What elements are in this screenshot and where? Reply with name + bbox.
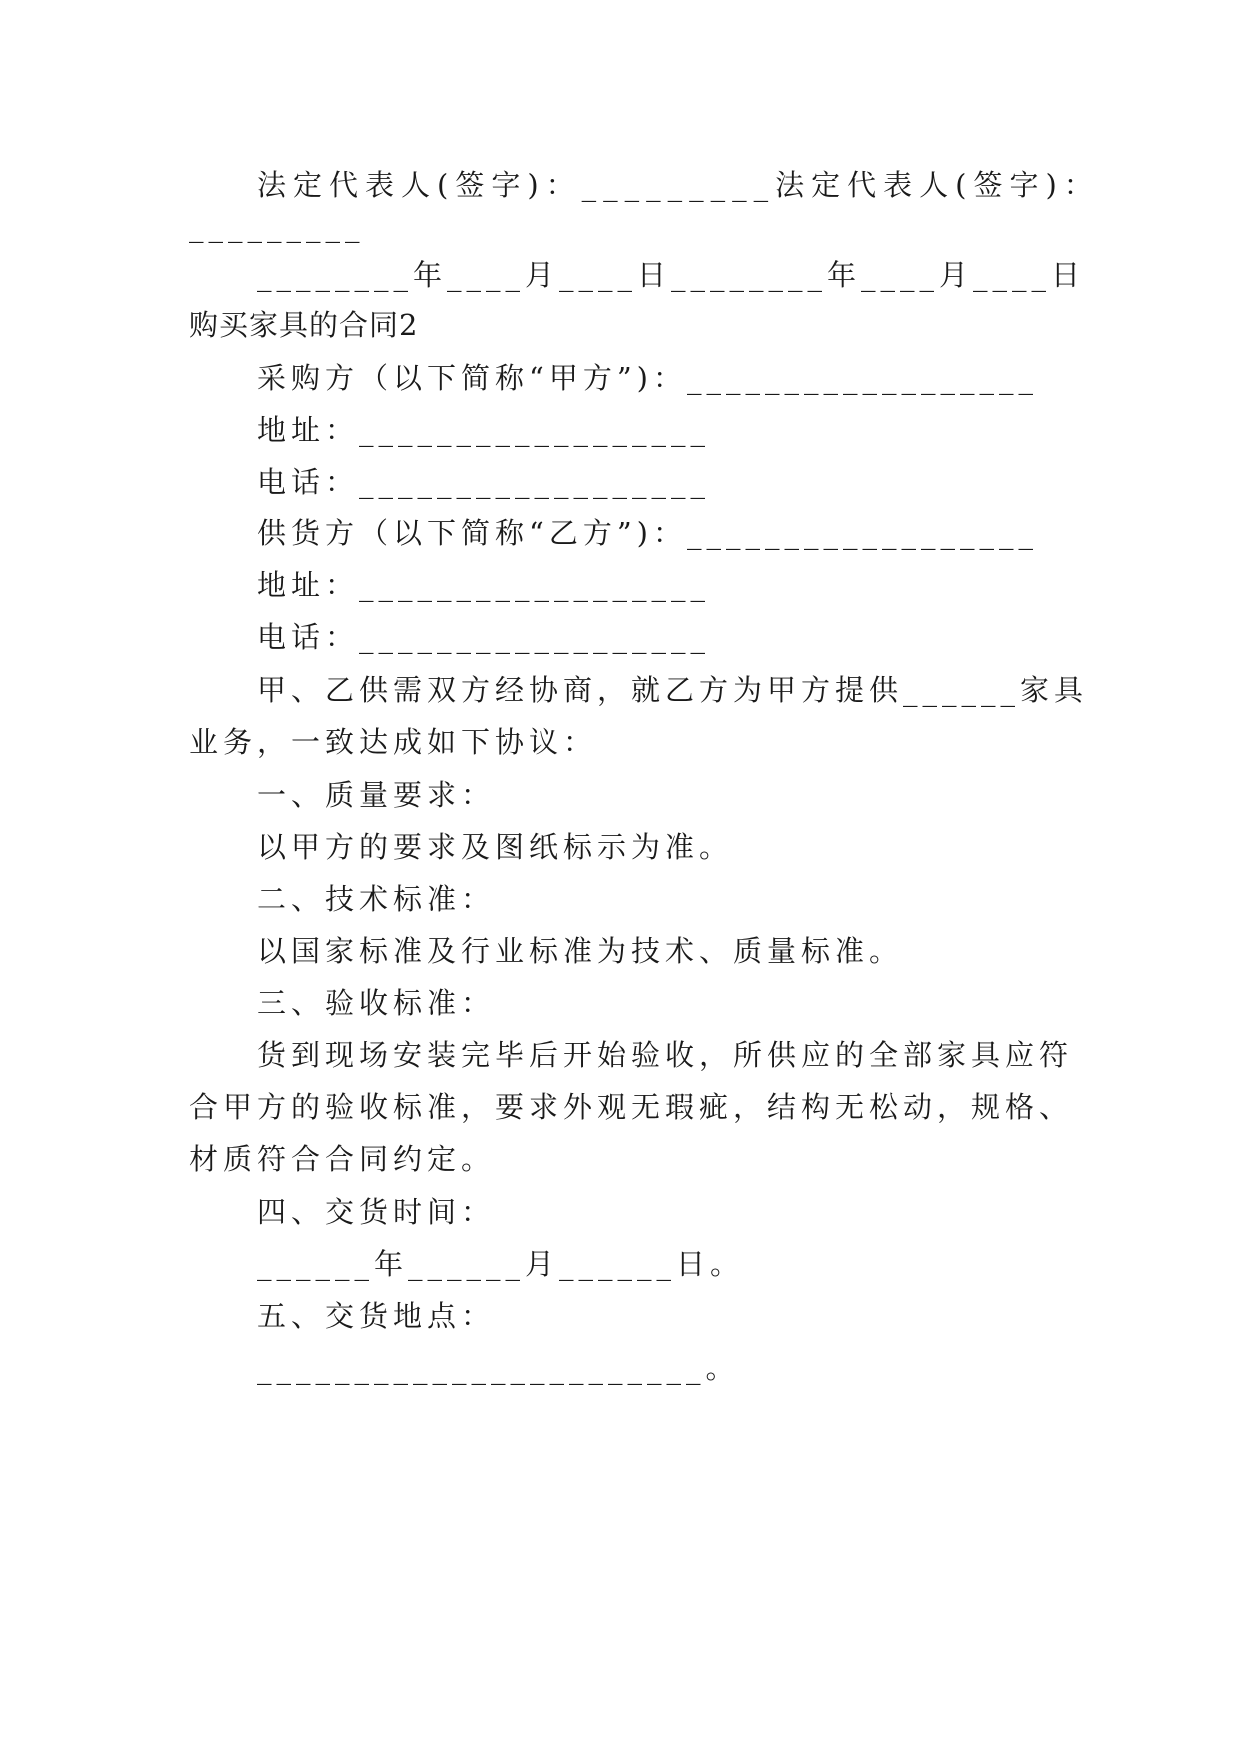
- section-heading-delivery-place: 五、交货地点：: [257, 1299, 496, 1333]
- section-heading-technical: 二、技术标准：: [257, 882, 496, 916]
- section-body-technical: 以国家标准及行业标准为技术、质量标准。: [257, 934, 904, 968]
- supplier-address: 地址：__________________: [257, 568, 711, 602]
- intro-line-1: 甲、乙供需双方经协商，就乙方为甲方提供______家具: [257, 673, 1089, 707]
- buyer-address: 地址：__________________: [257, 413, 711, 447]
- section-body-acceptance-2: 合甲方的验收标准，要求外观无瑕疵，结构无松动，规格、: [189, 1090, 1074, 1124]
- buyer-phone: 电话：__________________: [257, 465, 711, 499]
- section-body-acceptance-3: 材质符合合同约定。: [189, 1142, 496, 1176]
- intro-line-2: 业务，一致达成如下协议：: [189, 725, 598, 759]
- supplier-line: 供货方（以下简称“乙方”)：__________________: [257, 516, 1038, 550]
- section-body-acceptance-1: 货到现场安装完毕后开始验收，所供应的全部家具应符: [257, 1038, 1074, 1072]
- section-heading-acceptance: 三、验收标准：: [257, 986, 496, 1020]
- section-heading-delivery-time: 四、交货时间：: [257, 1195, 496, 1229]
- section-body-quality: 以甲方的要求及图纸标示为准。: [257, 830, 734, 864]
- section-heading-quality: 一、质量要求：: [257, 778, 496, 812]
- section-body-delivery-place: _______________________。: [257, 1351, 740, 1385]
- signature-line: 法定代表人(签字)：_________法定代表人(签字)：: [257, 168, 1100, 202]
- date-line: ________年____月____日________年____月____日: [257, 258, 1086, 292]
- signature-blank: _________: [189, 209, 365, 243]
- contract-title: 购买家具的合同2: [189, 308, 419, 342]
- section-body-delivery-time: ______年______月______日。: [257, 1247, 745, 1281]
- buyer-line: 采购方（以下简称“甲方”)：__________________: [257, 361, 1038, 395]
- supplier-phone: 电话：__________________: [257, 620, 711, 654]
